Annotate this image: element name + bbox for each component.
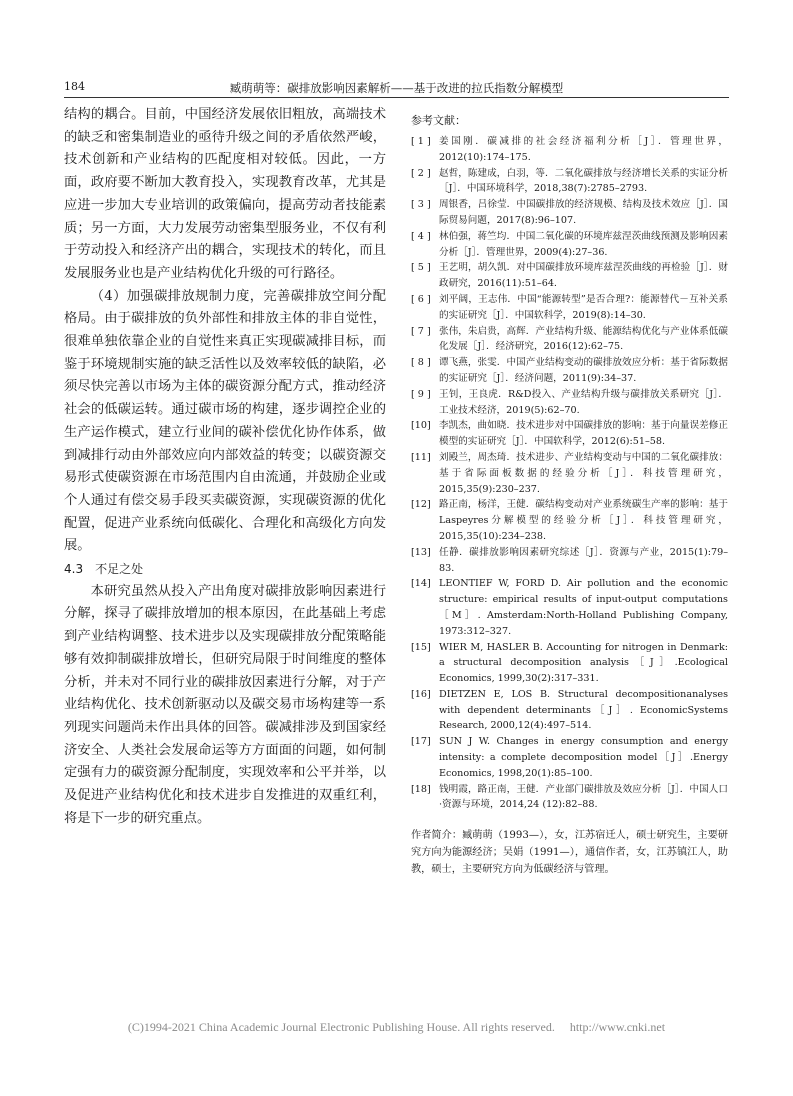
reference-item bbox=[411, 418, 728, 450]
body-paragraph: （4）加强碳排放规制力度，完善碳排放空间分配格局。由于碳排放的负外部性和排放主体的非自觉性，很难单独依靠企业的自觉性来真正实现碳减排目标，而鉴于环境规制实施的缺乏活性以及效率较低的缺陷，必须尽快完善以市场为主体的碳资源分配方式，推动经济社会的低碳运转。通过碳市场的构建，逐步调控企业的生产运作模式，建立行业间的碳补偿优化协作体系，做到减排行动由外部效应向内部效益的转变；以碳资源交易形式使碳资源在市场范围内自由流通，并鼓励企业或个人通过有偿交易手段买卖碳资源，实现碳资源的优化配置，促进产业系统向低碳化、合理化和高级化方向发展。 bbox=[64, 288, 386, 554]
page-header bbox=[64, 80, 729, 96]
reference-text: 任静．碳排放影响因素研究综述［J］．资源与产业，2015(1):79–83. bbox=[439, 546, 728, 574]
reference-number: [ 9 ] bbox=[411, 388, 431, 400]
reference-number: [ 5 ] bbox=[411, 262, 431, 274]
running-title: 臧萌萌等：碳排放影响因素解析——基于改进的拉氏指数分解模型 bbox=[229, 81, 564, 95]
reference-item bbox=[411, 734, 728, 781]
reference-text: WIER M, HASLER B. Accounting for nitrogen in Denmark: a structural decomposition analysis［J］.Ecological Economics, 1999,30(2):317–331. bbox=[439, 641, 728, 685]
right-column bbox=[411, 112, 728, 878]
author-bio: 作者简介：臧萌萌（1993—），女，江苏宿迁人，硕士研究生，主要研究方向为能源经济；吴娟（1991—），通信作者，女，江苏镇江人，助教，硕士，主要研究方向为低碳经济与管理。 bbox=[411, 830, 728, 876]
reference-number: [14] bbox=[411, 578, 431, 590]
reference-number: [ 1 ] bbox=[411, 136, 431, 147]
reference-text: 刘平阔，王志伟．中国“能源转型”是否合理?：能源替代－互补关系的实证研究［J］．中国软科学，2019(8):14–30. bbox=[439, 293, 728, 321]
reference-item bbox=[411, 229, 728, 261]
reference-item bbox=[411, 197, 728, 229]
reference-text: 路正南，杨洋，王健．碳结构变动对产业系统碳生产率的影响：基于Laspeyres分解模型的经验分析［J］．科技管理研究，2015,35(10):234–238. bbox=[439, 499, 728, 542]
reference-text: SUN J W. Changes in energy consumption and energy intensity: a complete decomposition model［J］.Energy Economics, 1998,20(1):85–100. bbox=[439, 736, 728, 779]
reference-item bbox=[411, 292, 728, 324]
reference-number: [12] bbox=[411, 499, 431, 511]
reference-number: [ 6 ] bbox=[411, 293, 431, 305]
section-heading: 4.3 不足之处 bbox=[64, 562, 144, 577]
reference-text: 钱明霞，路正南，王健．产业部门碳排放及效应分析［J］．中国人口·资源与环境，2014,24 (12):82–88. bbox=[439, 783, 728, 811]
reference-item bbox=[411, 782, 728, 814]
reference-item bbox=[411, 166, 728, 198]
reference-number: [17] bbox=[411, 736, 431, 748]
reference-number: [18] bbox=[411, 783, 431, 795]
reference-item bbox=[411, 687, 728, 734]
reference-item bbox=[411, 640, 728, 687]
reference-number: [ 8 ] bbox=[411, 357, 431, 369]
references-heading: 参考文献： bbox=[411, 114, 466, 127]
reference-list bbox=[411, 134, 728, 813]
reference-number: [ 3 ] bbox=[411, 199, 431, 211]
reference-item bbox=[411, 497, 728, 544]
reference-text: 张伟，朱启贵，高辉．产业结构升级、能源结构优化与产业体系低碳化发展［J］．经济研究，2016(12):62–75. bbox=[439, 325, 728, 353]
reference-item bbox=[411, 260, 728, 292]
reference-number: [10] bbox=[411, 420, 431, 432]
reference-item bbox=[411, 355, 728, 387]
body-paragraph: 本研究虽然从投入产出角度对碳排放影响因素进行分解，探寻了碳排放增加的根本原因，在此基础上考虑到产业结构调整、技术进步以及实现碳排放分配策略能够有效抑制碳排放增长，但研究局限于时间维度的整体分析，并未对不同行业的碳排放因素进行分解，对于产业结构优化、技术创新驱动以及碳交易市场构建等一系列现实问题尚未作出具体的回答。碳减排涉及到国家经济安全、人类社会发展命运等方方面面的问题，如何制定强有力的碳资源分配制度，实现效率和公平并举，以及促进产业结构优化和技术进步自发推进的双重红利，将是下一步的研究重点。 bbox=[64, 583, 386, 826]
reference-number: [ 7 ] bbox=[411, 325, 431, 337]
copyright-footer: (C)1994-2021 China Academic Journal Electronic Publishing House. All rights reserved. http://www.cnki.net bbox=[127, 1020, 666, 1034]
reference-text: 王钊，王良虎．R&D投入、产业结构升级与碳排放关系研究［J］．工业技术经济，2019(5):62–70. bbox=[439, 388, 728, 416]
reference-item bbox=[411, 387, 728, 419]
reference-text: 林伯强，蒋竺均．中国二氧化碳的环境库兹涅茨曲线预测及影响因素分析［J］．管理世界，2009(4):27–36. bbox=[439, 230, 728, 258]
reference-text: DIETZEN E, LOS B. Structural decompositionanalyses with dependent determinants［J］. EconomicSystems Research, 2000,12(4):497–514. bbox=[439, 688, 728, 732]
reference-item bbox=[411, 450, 728, 497]
reference-number: [16] bbox=[411, 688, 431, 700]
reference-number: [ 2 ] bbox=[411, 167, 431, 179]
reference-number: [ 4 ] bbox=[411, 230, 431, 242]
reference-number: [11] bbox=[411, 451, 431, 463]
body-paragraph: 结构的耦合。目前，中国经济发展依旧粗放，高端技术的缺乏和密集制造业的亟待升级之间的矛盾依然严峻，技术创新和产业结构的匹配度相对较低。因此，一方面，政府要不断加大教育投入，实现教育改革，尤其是应进一步加大专业培训的政策偏向，提高劳动者技能素质；另一方面，大力发展劳动密集型服务业，不仅有利于劳动投入和经济产出的耦合，实现技术的转化，而且发展服务业也是产业结构优化升级的可行路径。 bbox=[64, 107, 386, 281]
reference-text: 李凯杰，曲如晓．技术进步对中国碳排放的影响：基于向量误差修正模型的实证研究［J］．中国软科学，2012(6):51–58. bbox=[439, 420, 728, 448]
reference-text: 谭飞燕，张雯．中国产业结构变动的碳排放效应分析：基于省际数据的实证研究［J］．经济问题，2011(9):34–37. bbox=[439, 357, 728, 384]
reference-item bbox=[411, 545, 728, 577]
left-column bbox=[64, 104, 386, 831]
reference-text: LEONTIEF W, FORD D. Air pollution and the economic structure: empirical results of input-output computations［M］. Amsterdam:North-Holland Publishing Company, 1973:312–327. bbox=[439, 578, 728, 637]
reference-number: [13] bbox=[411, 546, 431, 558]
header-rule bbox=[64, 97, 729, 98]
reference-item bbox=[411, 576, 728, 639]
reference-text: 王艺明，胡久凯．对中国碳排放环境库兹涅茨曲线的再检验［J］．财政研究，2016(11):51–64. bbox=[439, 262, 728, 290]
reference-item bbox=[411, 324, 728, 356]
reference-text: 周银香，吕徐莹．中国碳排放的经济规模、结构及技术效应［J］．国际贸易问题，2017(8):96–107. bbox=[439, 199, 728, 226]
reference-text: 姜国刚．碳减排的社会经济福利分析［J］．管理世界，2012(10):174–175. bbox=[439, 136, 728, 163]
reference-text: 刘殿兰，周杰琦．技术进步、产业结构变动与中国的二氧化碳排放：基于省际面板数据的经验分析［J］．科技管理研究，2015,35(9):230–237. bbox=[439, 451, 728, 495]
reference-text: 赵哲，陈建成，白羽，等．二氧化碳排放与经济增长关系的实证分析［J］．中国环境科学，2018,38(7):2785–2793. bbox=[439, 167, 728, 195]
reference-number: [15] bbox=[411, 641, 431, 653]
reference-item bbox=[411, 134, 728, 166]
page-number: 184 bbox=[64, 80, 85, 93]
